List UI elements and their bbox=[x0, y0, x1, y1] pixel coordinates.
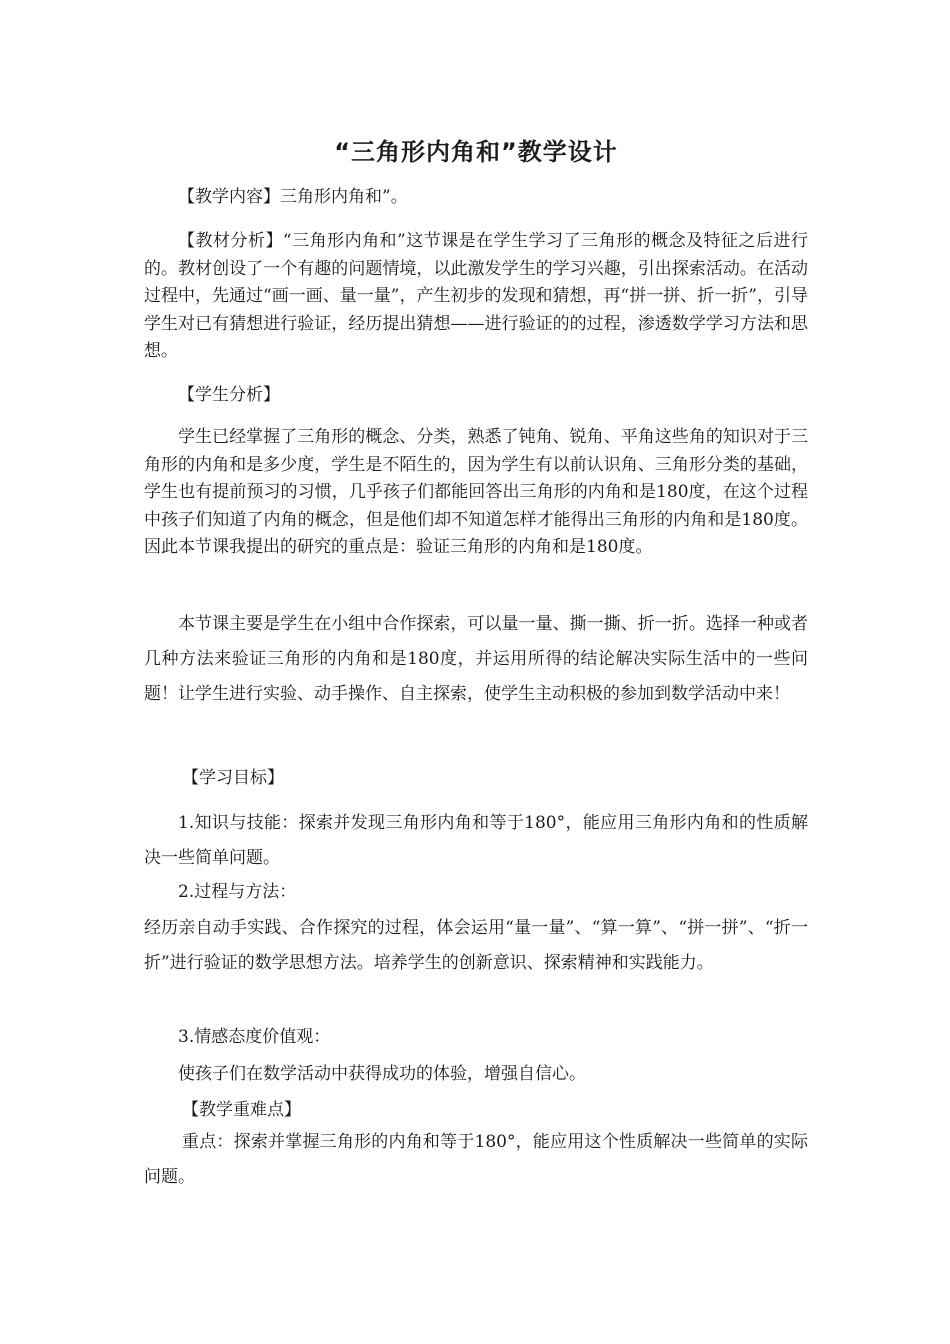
objectives-heading: 【学习目标】 bbox=[182, 768, 284, 788]
key-points-heading: 【教学重难点】 bbox=[182, 1100, 301, 1120]
objective-attitude-body: 使孩子们在数学活动中获得成功的体验，增强自信心。 bbox=[178, 1064, 586, 1084]
objective-process-body: 经历亲自动手实践、合作探究的过程，体会运用“量一量”、“算一算”、“拼一拼”、“折一折”进行验证的数学思想方法。培养学生的创新意识、探索精神和实践能力。 bbox=[144, 918, 808, 973]
material-analysis-paragraph: 【教材分析】“三角形内角和”这节课是在学生学习了三角形的概念及特征之后进行的。教材创设了一个有趣的问题情境，以此激发学生的学习兴趣，引出探索活动。在活动过程中，先通过“画一画、量一量”，产生初步的发现和猜想，再“拼一拼、折一折”，引导学生对已有猜想进行验证，经历提出猜想——进行验证的的过程，渗透数学学习方法和思想。 bbox=[144, 231, 808, 361]
teaching-content-line: 【教学内容】三角形内角和”。 bbox=[178, 187, 408, 207]
objective-process-heading: 2.过程与方法： bbox=[178, 882, 297, 902]
objective-knowledge-skills: 1.知识与技能：探索并发现三角形内角和等于180°，能应用三角形内角和的性质解决一些简单问题。 bbox=[144, 813, 808, 868]
key-points-body: 重点：探索并掌握三角形的内角和等于180°，能应用这个性质解决一些简单的实际问题。 bbox=[144, 1132, 808, 1187]
student-analysis-paragraph: 学生已经掌握了三角形的概念、分类，熟悉了钝角、锐角、平角这些角的知识对于三角形的内角和是多少度，学生是不陌生的，因为学生有以前认识角、三角形分类的基础，学生也有提前预习的习惯，几乎孩子们都能回答出三角形的内角和是180度，在这个过程中孩子们知道了内角的概念，但是他们却不知道怎样才能得出三角形的内角和是180度。因此本节课我提出的研究的重点是：验证三角形的内角和是180度。 bbox=[144, 427, 808, 557]
lesson-overview-paragraph: 本节课主要是学生在小组中合作探索，可以量一量、撕一撕、折一折。选择一种或者几种方法来验证三角形的内角和是180度，并运用所得的结论解决实际生活中的一些问题！让学生进行实验、动手操作、自主探索，使学生主动积极的参加到数学活动中来！ bbox=[144, 614, 808, 704]
document-title: “三角形内角和”教学设计 bbox=[334, 138, 618, 166]
student-analysis-heading: 【学生分析】 bbox=[178, 385, 280, 405]
objective-attitude-heading: 3.情感态度价值观： bbox=[178, 1027, 331, 1047]
